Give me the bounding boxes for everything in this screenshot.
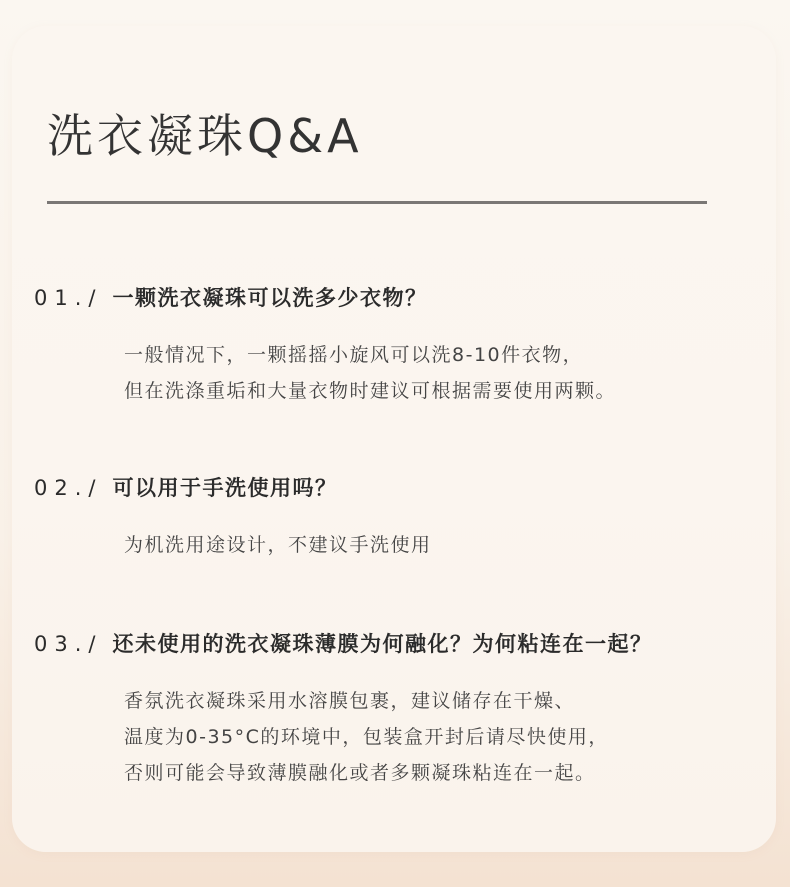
answer-line: 温度为0-35°C的环境中，包装盒开封后请尽快使用， [124, 726, 609, 748]
answer-2 [124, 527, 432, 563]
question-3 [34, 629, 652, 659]
answer-1 [124, 337, 616, 409]
answer-line: 但在洗涤重垢和大量衣物时建议可根据需要使用两颗。 [124, 380, 617, 402]
question-1 [34, 283, 427, 313]
answer-line: 一般情况下，一颗摇摇小旋风可以洗8-10件衣物， [124, 344, 584, 366]
question-text: 一颗洗衣凝珠可以洗多少衣物？ [112, 286, 428, 310]
page-title: 洗衣凝珠Q&A [47, 109, 363, 163]
question-text: 还未使用的洗衣凝珠薄膜为何融化？为何粘连在一起？ [112, 632, 653, 656]
question-number: 03./ [34, 632, 103, 656]
question-number: 02./ [34, 476, 103, 500]
answer-line: 否则可能会导致薄膜融化或者多颗凝珠粘连在一起。 [124, 762, 596, 784]
question-number: 01./ [34, 286, 103, 310]
question-2 [34, 473, 337, 503]
answer-line: 香氛洗衣凝珠采用水溶膜包裹，建议储存在干燥、 [124, 690, 576, 712]
question-text: 可以用于手洗使用吗？ [112, 476, 338, 500]
answer-3 [124, 683, 609, 791]
title-divider [47, 201, 707, 204]
answer-line: 为机洗用途设计，不建议手洗使用 [124, 534, 432, 556]
